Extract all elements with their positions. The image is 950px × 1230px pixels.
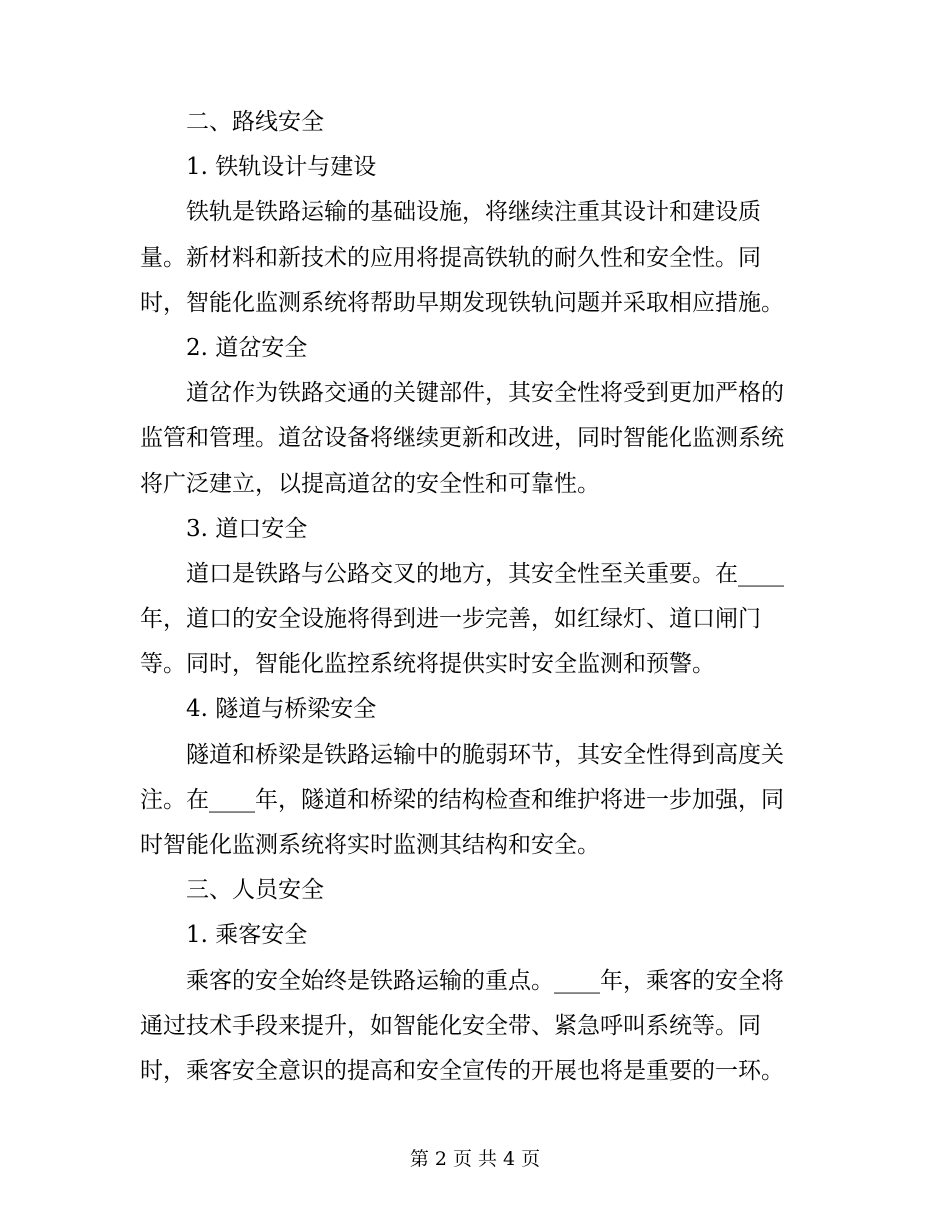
body-line: 通过技术手段来提升，如智能化安全带、紧急呼叫系统等。同 — [140, 1012, 761, 1039]
body-line: 3. 道口安全 — [186, 515, 308, 542]
body-line: 1. 乘客安全 — [186, 922, 308, 949]
body-line: 隧道和桥梁是铁路运输中的脆弱环节，其安全性得到高度关 — [186, 741, 784, 768]
body-line: 4. 隧道与桥梁安全 — [186, 696, 377, 723]
body-line: 等。同时，智能化监控系统将提供实时安全监测和预警。 — [140, 651, 715, 678]
body-line: 注。在____年，隧道和桥梁的结构检查和维护将进一步加强，同 — [140, 786, 784, 813]
body-line: 年，道口的安全设施将得到进一步完善，如红绿灯、道口闸门 — [140, 606, 761, 633]
body-line: 1. 铁轨设计与建设 — [186, 154, 377, 181]
body-line: 道岔作为铁路交通的关键部件，其安全性将受到更加严格的 — [186, 380, 784, 407]
body-line: 时，乘客安全意识的提高和安全宣传的开展也将是重要的一环。 — [140, 1057, 784, 1084]
body-line: 乘客的安全始终是铁路运输的重点。____年，乘客的安全将 — [186, 967, 784, 994]
body-line: 2. 道岔安全 — [186, 334, 308, 361]
body-line: 三、人员安全 — [186, 877, 324, 904]
body-line: 道口是铁路与公路交叉的地方，其安全性至关重要。在____ — [186, 560, 784, 587]
body-line: 将广泛建立，以提高道岔的安全性和可靠性。 — [140, 470, 600, 497]
body-line: 监管和管理。道岔设备将继续更新和改进，同时智能化监测系统 — [140, 425, 784, 452]
page-number-footer: 第 2 页 共 4 页 — [409, 1148, 541, 1170]
body-line: 量。新材料和新技术的应用将提高铁轨的耐久性和安全性。同 — [140, 244, 761, 271]
body-line: 二、路线安全 — [186, 109, 324, 135]
body-line: 时，智能化监测系统将帮助早期发现铁轨问题并采取相应措施。 — [140, 289, 784, 316]
body-line: 铁轨是铁路运输的基础设施，将继续注重其设计和建设质 — [186, 199, 761, 226]
body-line: 时智能化监测系统将实时监测其结构和安全。 — [140, 832, 600, 858]
document-body — [140, 100, 800, 1094]
